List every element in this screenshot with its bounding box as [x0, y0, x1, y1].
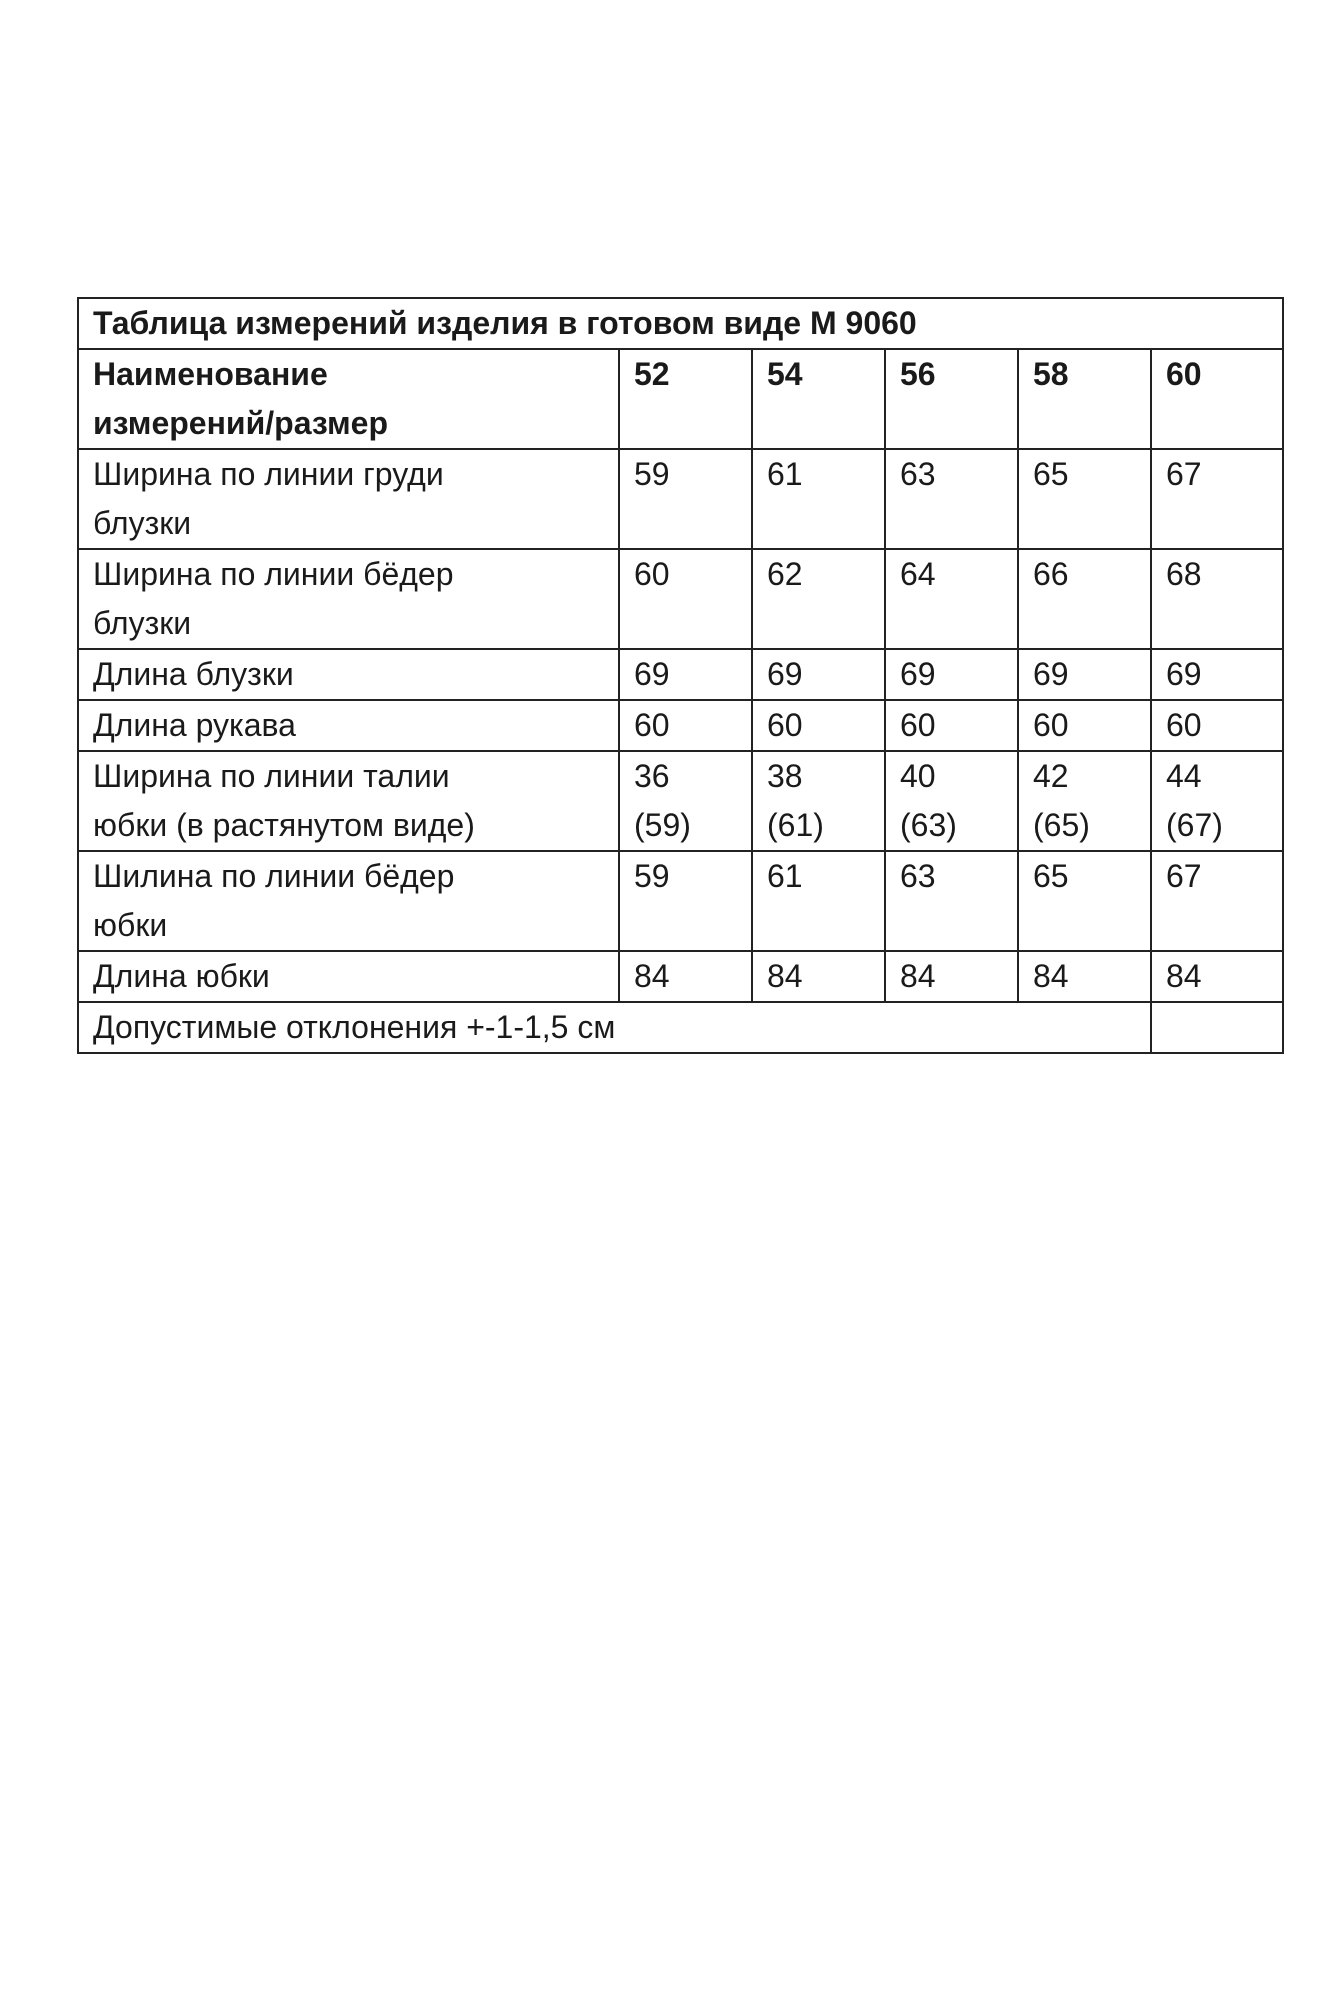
measurement-value: 59 [619, 851, 752, 951]
measurement-value: 66 [1018, 549, 1151, 649]
table-row [78, 851, 1283, 951]
table-title: Таблица измерений изделия в готовом виде М 9060 [78, 298, 1283, 349]
empty-cell [1151, 1002, 1283, 1053]
table-row [78, 449, 1283, 549]
measurement-value: 69 [885, 649, 1018, 700]
measurement-value: 84 [752, 951, 885, 1002]
measurement-value: 60 [619, 700, 752, 751]
size-header: 56 [885, 349, 1018, 449]
measurement-table [77, 297, 1284, 1054]
measurement-value: 69 [1018, 649, 1151, 700]
size-header: 60 [1151, 349, 1283, 449]
table-title-row [78, 298, 1283, 349]
measurement-label: Шилина по линии бёдер юбки [78, 851, 619, 951]
measurement-value: 62 [752, 549, 885, 649]
table-header-row [78, 349, 1283, 449]
measurement-label: Длина юбки [78, 951, 619, 1002]
measurement-value: 60 [885, 700, 1018, 751]
measurement-value: 59 [619, 449, 752, 549]
measurement-value: 84 [619, 951, 752, 1002]
tolerance-note: Допустимые отклонения +-1-1,5 см [78, 1002, 1151, 1053]
measurement-value: 36 (59) [619, 751, 752, 851]
measurement-value: 69 [619, 649, 752, 700]
table-row [78, 649, 1283, 700]
measurement-value: 60 [752, 700, 885, 751]
size-header: 54 [752, 349, 885, 449]
measurement-value: 65 [1018, 449, 1151, 549]
measurement-label: Ширина по линии талии юбки (в растянутом виде) [78, 751, 619, 851]
table-row [78, 751, 1283, 851]
measurement-value: 64 [885, 549, 1018, 649]
measurement-value: 68 [1151, 549, 1283, 649]
measurement-value: 67 [1151, 449, 1283, 549]
header-label: Наименование измерений/размер [78, 349, 619, 449]
table-footer-row [78, 1002, 1283, 1053]
measurement-value: 38 (61) [752, 751, 885, 851]
measurement-label: Ширина по линии бёдер блузки [78, 549, 619, 649]
measurement-value: 84 [1018, 951, 1151, 1002]
table-row [78, 700, 1283, 751]
measurement-value: 63 [885, 851, 1018, 951]
measurement-value: 69 [1151, 649, 1283, 700]
table-row [78, 951, 1283, 1002]
measurement-value: 60 [1018, 700, 1151, 751]
measurement-value: 44 (67) [1151, 751, 1283, 851]
measurement-label: Длина рукава [78, 700, 619, 751]
measurement-value: 60 [619, 549, 752, 649]
measurement-value: 84 [1151, 951, 1283, 1002]
measurement-value: 65 [1018, 851, 1151, 951]
measurement-value: 67 [1151, 851, 1283, 951]
measurement-value: 69 [752, 649, 885, 700]
table-row [78, 549, 1283, 649]
measurement-value: 60 [1151, 700, 1283, 751]
measurement-value: 61 [752, 851, 885, 951]
measurement-value: 84 [885, 951, 1018, 1002]
size-header: 52 [619, 349, 752, 449]
measurement-value: 40 (63) [885, 751, 1018, 851]
measurement-value: 63 [885, 449, 1018, 549]
size-header: 58 [1018, 349, 1151, 449]
measurement-value: 61 [752, 449, 885, 549]
measurement-label: Ширина по линии груди блузки [78, 449, 619, 549]
measurement-label: Длина блузки [78, 649, 619, 700]
measurement-value: 42 (65) [1018, 751, 1151, 851]
